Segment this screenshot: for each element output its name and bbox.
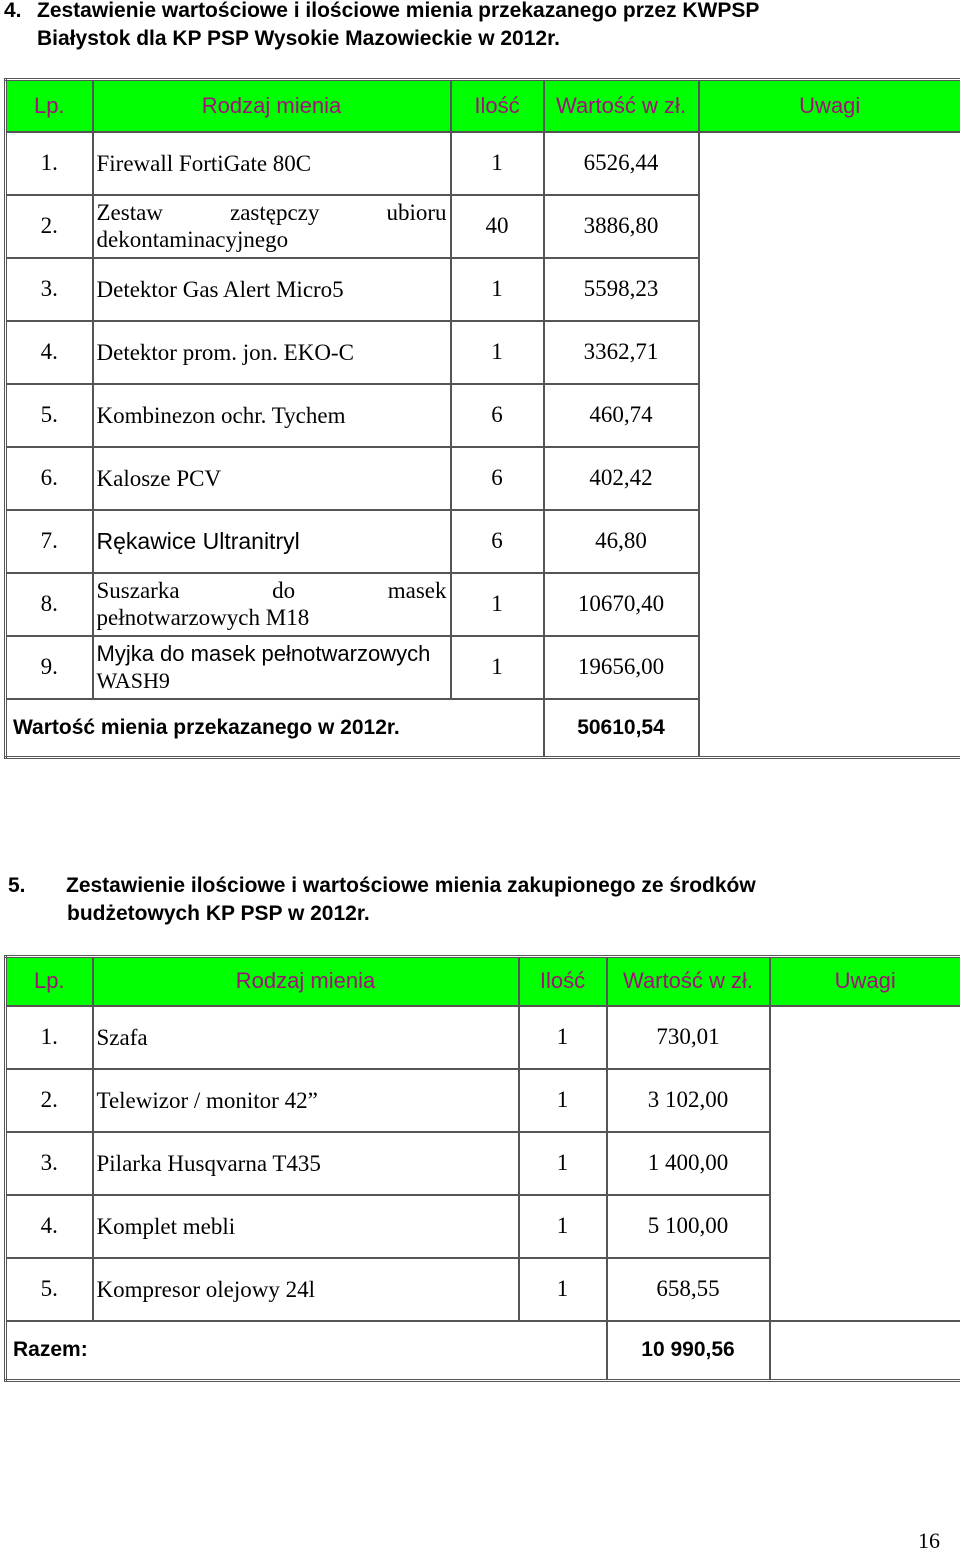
row-lp: 8. xyxy=(6,573,93,636)
section-5-title-line2: budżetowych KP PSP w 2012r. xyxy=(67,902,370,925)
total-notes-cell xyxy=(770,1321,960,1381)
row-lp: 9. xyxy=(6,636,93,699)
row-qty: 6 xyxy=(451,447,544,510)
row-value: 460,74 xyxy=(544,384,699,447)
row-name: Firewall FortiGate 80C xyxy=(93,132,451,195)
row-value: 46,80 xyxy=(544,510,699,573)
row-name xyxy=(93,636,451,699)
row-name: Telewizor / monitor 42” xyxy=(93,1069,519,1132)
notes-cell xyxy=(699,132,960,758)
row-name-line1: Myjka do masek pełnotwarzowych xyxy=(96,641,431,666)
row-qty: 1 xyxy=(451,258,544,321)
row-name: Rękawice Ultranitryl xyxy=(93,510,451,573)
row-qty: 1 xyxy=(451,636,544,699)
row-value: 6526,44 xyxy=(544,132,699,195)
row-lp: 4. xyxy=(6,1195,93,1258)
row-qty: 1 xyxy=(451,573,544,636)
row-value: 3362,71 xyxy=(544,321,699,384)
table-header-row xyxy=(6,80,960,132)
total-value: 10 990,56 xyxy=(607,1321,770,1381)
row-value: 1 400,00 xyxy=(607,1132,770,1195)
section-4-number: 4. xyxy=(4,0,22,22)
row-qty: 1 xyxy=(519,1258,607,1321)
row-lp: 7. xyxy=(6,510,93,573)
row-name: Detektor Gas Alert Micro5 xyxy=(93,258,451,321)
header-value: Wartość w zł. xyxy=(544,80,699,132)
total-row xyxy=(6,1321,960,1381)
row-value: 5 100,00 xyxy=(607,1195,770,1258)
row-qty: 6 xyxy=(451,510,544,573)
section-4-title-line1: Zestawienie wartościowe i ilościowe mienia przekazanego przez KWPSP xyxy=(37,0,760,22)
total-label: Razem: xyxy=(6,1321,607,1381)
row-qty: 6 xyxy=(451,384,544,447)
row-name xyxy=(93,195,451,258)
row-value: 3 102,00 xyxy=(607,1069,770,1132)
total-value: 50610,54 xyxy=(544,699,699,758)
header-qty: Ilość xyxy=(519,957,607,1006)
row-name: Pilarka Husqvarna T435 xyxy=(93,1132,519,1195)
row-name xyxy=(93,573,451,636)
row-qty: 1 xyxy=(519,1195,607,1258)
table-row xyxy=(6,132,960,195)
row-qty: 1 xyxy=(519,1069,607,1132)
row-lp: 6. xyxy=(6,447,93,510)
row-qty: 1 xyxy=(451,132,544,195)
row-name: Szafa xyxy=(93,1006,519,1069)
row-value: 3886,80 xyxy=(544,195,699,258)
row-name: Kombinezon ochr. Tychem xyxy=(93,384,451,447)
table-row xyxy=(6,1006,960,1069)
row-lp: 5. xyxy=(6,384,93,447)
total-label: Wartość mienia przekazanego w 2012r. xyxy=(6,699,544,758)
section-5-heading xyxy=(8,872,928,928)
row-lp: 1. xyxy=(6,1006,93,1069)
row-value: 5598,23 xyxy=(544,258,699,321)
row-qty: 40 xyxy=(451,195,544,258)
row-name: Komplet mebli xyxy=(93,1195,519,1258)
header-name: Rodzaj mienia xyxy=(93,957,519,1006)
row-value: 10670,40 xyxy=(544,573,699,636)
row-lp: 3. xyxy=(6,1132,93,1195)
section-4-heading xyxy=(4,0,928,53)
header-name: Rodzaj mienia xyxy=(93,80,451,132)
header-qty: Ilość xyxy=(451,80,544,132)
row-lp: 3. xyxy=(6,258,93,321)
section-4-table xyxy=(4,78,960,759)
header-value: Wartość w zł. xyxy=(607,957,770,1006)
row-qty: 1 xyxy=(451,321,544,384)
page-number: 16 xyxy=(918,1528,940,1553)
header-lp: Lp. xyxy=(6,80,93,132)
row-lp: 5. xyxy=(6,1258,93,1321)
row-name-line1: Suszarka do masek xyxy=(96,578,447,603)
row-name-line2: dekontaminacyjnego xyxy=(96,227,289,252)
row-qty: 1 xyxy=(519,1006,607,1069)
row-value: 19656,00 xyxy=(544,636,699,699)
row-value: 730,01 xyxy=(607,1006,770,1069)
row-lp: 2. xyxy=(6,195,93,258)
notes-cell xyxy=(770,1006,960,1321)
header-notes: Uwagi xyxy=(770,957,960,1006)
row-name-line2: WASH9 xyxy=(96,668,170,693)
row-lp: 4. xyxy=(6,321,93,384)
row-lp: 2. xyxy=(6,1069,93,1132)
row-name: Kompresor olejowy 24l xyxy=(93,1258,519,1321)
section-5-table xyxy=(4,955,960,1382)
header-lp: Lp. xyxy=(6,957,93,1006)
row-value: 658,55 xyxy=(607,1258,770,1321)
row-name: Detektor prom. jon. EKO-C xyxy=(93,321,451,384)
row-name: Kalosze PCV xyxy=(93,447,451,510)
header-notes: Uwagi xyxy=(699,80,960,132)
section-5-number: 5. xyxy=(8,874,26,897)
row-value: 402,42 xyxy=(544,447,699,510)
row-name-line2: pełnotwarzowych M18 xyxy=(96,605,310,630)
row-qty: 1 xyxy=(519,1132,607,1195)
table-header-row xyxy=(6,957,960,1006)
section-4-title-line2: Białystok dla KP PSP Wysokie Mazowieckie w 2012r. xyxy=(37,27,560,50)
section-5-title-line1: Zestawienie ilościowe i wartościowe mienia zakupionego ze środków xyxy=(66,874,756,897)
row-name-line1: Zestaw zastępczy ubioru xyxy=(96,200,447,225)
row-lp: 1. xyxy=(6,132,93,195)
